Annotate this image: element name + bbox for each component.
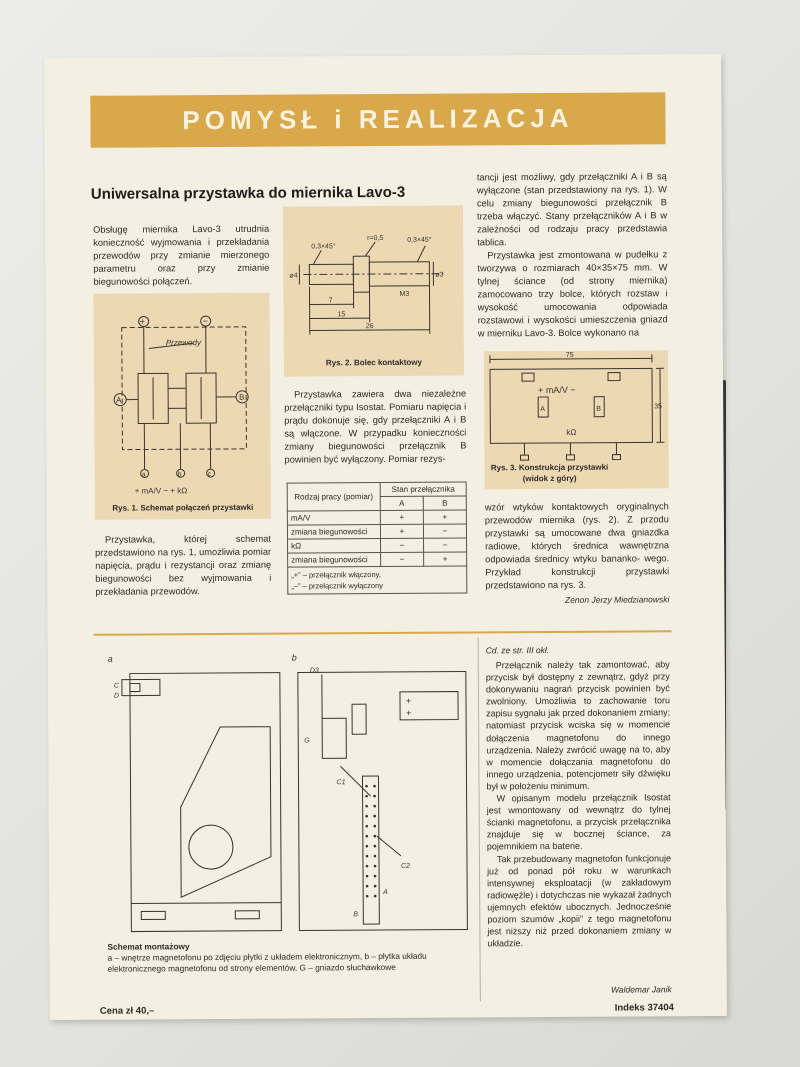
figure-3-subcaption: (widok z góry) [522, 473, 577, 484]
diameter-label-3: ø3 [435, 271, 444, 279]
right-paragraphs [477, 170, 668, 340]
continued-note: Cd. ze str. III okł. [485, 645, 550, 656]
table-row-mode: zmiana biegunowości [287, 525, 380, 540]
table-row-mode: mA/V [287, 511, 380, 526]
diagram-label-c: C [113, 682, 119, 690]
switch-a-label: A [540, 406, 545, 414]
middle-paragraph-text: Przystawka zawiera dwa niezależne przełączniki typu Isostat. Pomiaru napięcia i prądu dokonuje się, gdy przełączniki A i B są włączone. W przypadku konieczności zmiany biegunowości przełącznik B powinien być wyłączony. Pomiar rezys- [284, 388, 467, 465]
right-paragraph-2: Przystawka jest zmontowana w pudełku z tworzywa o rozmiarach 40×35×75 mm. W tylnej ściance (od strony miernika) zamocowano trzy bolce, których rozstaw i wysokość umocowania odpowiada rozstawowi i wysokości umieszczenia gniazd w mierniku Lavo-3. Bolce wykonano na [477, 249, 668, 339]
assembly-caption-text: a – wnętrze magnetofonu po zdjęciu płytki z układem elektronicznym, b – płytka układu elektronicznego magnetofonu od strony elementów, G – gniazdo słuchawkowe [107, 950, 427, 974]
table-row-a: − [381, 538, 424, 552]
assembly-caption [107, 939, 473, 974]
table-col-a: A [380, 496, 423, 510]
diagram-label-b: b [291, 652, 297, 663]
legend-switch-off: „–” – przełącznik wyłączony [291, 581, 384, 591]
diagram-label-B: B [353, 911, 358, 919]
index-label: Indeks 37404 [614, 1002, 674, 1014]
table-row-b: + [423, 510, 466, 524]
column-divider [478, 637, 481, 1001]
figure-3-construction [484, 350, 669, 489]
assembly-caption-title: Schemat montażowy [107, 941, 190, 952]
article-divider [94, 630, 672, 636]
dimension-75: 75 [565, 351, 574, 359]
terminal-c-label: c [207, 471, 212, 479]
diagram-label-d3: D3 [309, 667, 319, 675]
diagram-label-A: A [383, 888, 388, 897]
radius-label: r=0,5 [367, 235, 384, 243]
figure-2-contact-pin [283, 206, 464, 377]
kohm-label: kΩ [566, 427, 577, 437]
right-bottom-paragraph [485, 500, 670, 592]
diagram-label-d: D [113, 692, 120, 700]
switch-b-label: B [239, 392, 245, 402]
thread-label: M3 [399, 290, 410, 298]
author-signature-1: Zenon Jerzy Miedzianowski [564, 594, 670, 605]
table-row-b: − [424, 538, 467, 552]
table-header-mode: Rodzaj pracy (pomiar) [287, 483, 380, 512]
switch-state-table [287, 482, 468, 595]
author-signature-2: Waldemar Janik [610, 984, 672, 995]
figure-2-caption: Rys. 2. Bolec kontaktowy [325, 357, 422, 368]
table-row-mode: kΩ [288, 539, 381, 554]
assembly-diagram [100, 645, 472, 937]
diagram-plus-2: + [406, 707, 412, 718]
terminal-b-label: b [177, 471, 182, 479]
price-label: Cena zł 40,– [99, 1005, 155, 1017]
chamfer-label-2: 0,3×45° [407, 236, 432, 244]
article-2-paragraph: Przełącznik należy tak zamontować, aby przycisk był dostępny z zewnątrz, gdyż przy dokonywaniu nagrań przycisk powinien być zwolniony. Umożliwia to zachowanie toru zapisu sygnału jak przed dokonaniem zmiany; natomiast przycisk wciska się w momencie dołączenia magnetofonu do innego urządzenia. Należy zwrócić uwagę na to, aby w momencie dołączania magnetofonu do innego urządzenia, potencjometr siły dźwięku był w położeniu minimum. [485, 659, 671, 792]
diagram-label-a: a [107, 653, 113, 664]
table-header-state: Stan przełącznika [380, 482, 466, 497]
diagram-label-c1: C1 [336, 779, 346, 787]
magazine-page [44, 54, 727, 1020]
chamfer-label-1: 0,3×45° [311, 243, 336, 251]
legend-switch-on: „+” – przełącznik włączony, [291, 570, 381, 580]
table-row-b: + [424, 552, 467, 566]
plus-sign: + [139, 316, 145, 327]
left-paragraph [95, 533, 271, 599]
polarity-legend: + mA/V − + kΩ [134, 486, 188, 496]
section-banner [90, 92, 665, 148]
dimension-26: 26 [365, 323, 374, 331]
diagram-plus-1: + [405, 695, 412, 706]
minus-sign: − [202, 316, 208, 327]
figure-1-wiring-schematic [94, 293, 271, 520]
table-row-a: + [380, 510, 423, 524]
table-col-b: B [423, 496, 466, 510]
middle-paragraph [284, 388, 466, 467]
article-2-text [486, 658, 672, 949]
assembly-drawing [100, 645, 472, 937]
switch-a-label: A [116, 395, 122, 405]
contact-pin-drawing [283, 206, 464, 357]
construction-drawing [484, 350, 669, 463]
section-title: POMYSŁ i REALIZACJA [182, 102, 574, 136]
right-paragraph-1: tancji jest możliwy, gdy przełączniki A i B są wyłączone (stan przedstawiony na rys. 1). W celu zmiany biegunowości przełącznik B trzeba włączyć. Stany przełączników A i B w zależności od rodzaju pracy przedstawia tablica. [476, 171, 668, 248]
table-row-a: + [380, 524, 423, 538]
intro-text: Obsługę miernika Lavo-3 utrudnia konieczność wyjmowania i przekładania przewodów przy zmianie mierzonego parametru oraz przy zmianie biegunowości połączeń. [93, 223, 270, 287]
table-row-a: − [381, 552, 424, 566]
diagram-label-c2: C2 [400, 862, 410, 870]
dimension-15: 15 [337, 311, 346, 319]
diagram-label-g: G [304, 737, 310, 745]
article-2-paragraph: Tak przebudowany magnetofon funkcjonuje już od ponad pół roku w warunkach intensywnej eksploatacji (w zakładowym radiowęźle) i dotychczas nie wykazał żadnych ujemnych efektów ubocznych. Jednocześnie poziom szumów „kopii” z tego magnetofonu jest niższy niż przed dokonaniem zmiany w układzie. [487, 852, 672, 949]
figure-1-caption: Rys. 1. Schemat połączeń przystawki [112, 502, 254, 513]
article-headline: Uniwersalna przystawka do miernika Lavo-3 [90, 183, 406, 203]
figure-3-caption: Rys. 3. Konstrukcja przystawki [490, 462, 609, 473]
ma-v-label: + mA/V − [538, 384, 576, 396]
table-row-mode: zmiana biegunowości [288, 553, 381, 568]
intro-paragraph [93, 223, 269, 289]
dimension-35: 35 [654, 403, 663, 411]
right-paragraph-3: wzór wtyków kontaktowych oryginalnych przewodów miernika (rys. 2). Z przodu przystawki są umocowane dwa gniazdka radiowe, których średnica wawnętrzna odpowiada średnicy wtyku bananko- wego. Przykład konstrukcji przystawki przedstawiono na rys. 3. [484, 501, 670, 591]
dimension-7: 7 [328, 297, 333, 305]
left-paragraph-text: Przystawka, której schemat przedstawiono na rys. 1, umożliwia pomiar napięcia, prądu i rezystancji oraz zmianę biegunowości bez wyjmowania i przekładania przewodów. [95, 533, 272, 597]
article-2-paragraph: W opisanym modelu przełącznik Isostat jest wmontowany od wewnątrz do tylnej ścianki magnetofonu, a przycisk przełącznika znajduje się w bocznej ściance, za pojemnikiem na baterie. [486, 792, 671, 852]
wire-label: Przewody [165, 338, 201, 348]
diameter-label-1: ø4 [289, 272, 298, 280]
table-row-b: − [423, 524, 466, 538]
switch-b-label: B [596, 405, 601, 413]
table-legend [288, 566, 467, 594]
wiring-schematic-drawing [94, 293, 271, 520]
terminal-a-label: a [141, 471, 146, 479]
